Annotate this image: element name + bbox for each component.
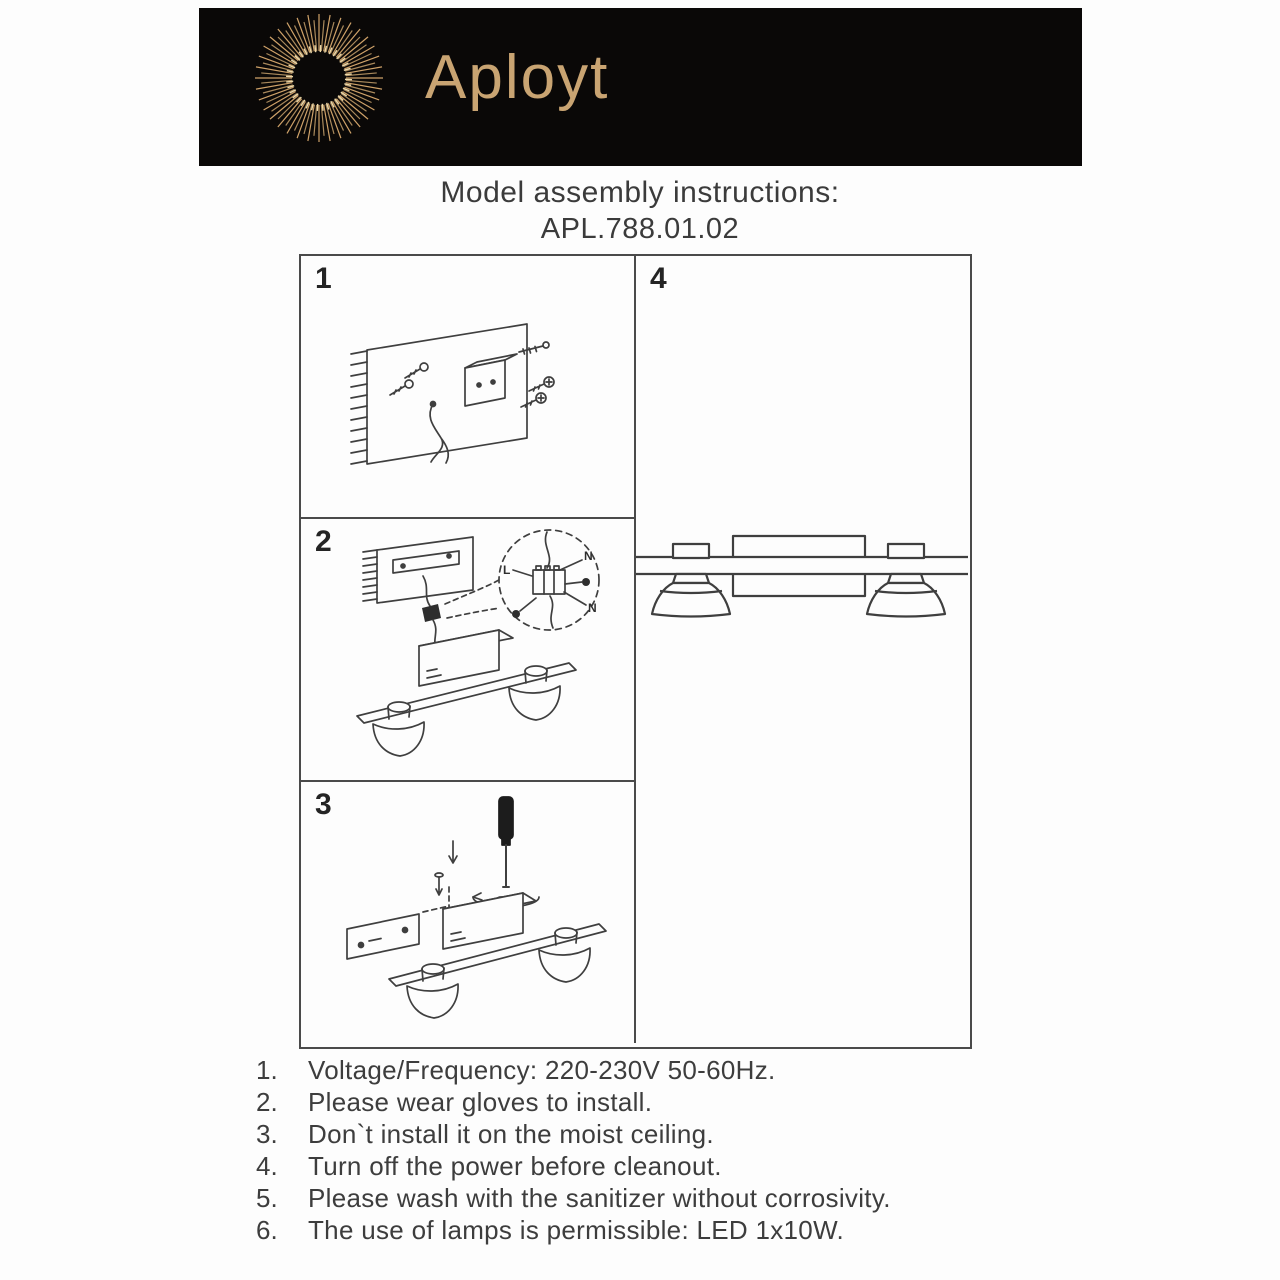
instruction-text: Turn off the power before cleanout. — [308, 1151, 722, 1181]
instruction-item — [256, 1150, 996, 1182]
instruction-item — [256, 1086, 996, 1118]
sunburst-logo-icon — [251, 10, 387, 146]
step-4-illustration — [636, 258, 968, 1045]
lamp-left — [652, 544, 730, 617]
brand-banner — [199, 8, 1082, 166]
instruction-item — [256, 1054, 996, 1086]
instruction-number: 5. — [256, 1183, 278, 1213]
step-2-illustration — [303, 520, 636, 778]
step-3-illustration — [303, 783, 636, 1043]
instruction-text: Don`t install it on the moist ceiling. — [308, 1119, 714, 1149]
page-title: Model assembly instructions: — [440, 176, 840, 209]
instruction-number: 3. — [256, 1119, 278, 1149]
instruction-item — [256, 1182, 996, 1214]
instruction-text: Please wash with the sanitizer without corrosivity. — [308, 1183, 891, 1213]
instruction-number: 6. — [256, 1215, 278, 1245]
instruction-text: Please wear gloves to install. — [308, 1087, 653, 1117]
instruction-text: Voltage/Frequency: 220-230V 50-60Hz. — [308, 1055, 776, 1085]
brand-name: Aployt — [425, 43, 610, 112]
step-3-number: 3 — [315, 788, 332, 821]
corner-rays-icon — [652, 8, 1082, 166]
wire-label-neutral-top: N — [584, 549, 593, 563]
model-number: APL.788.01.02 — [540, 213, 740, 245]
step-4-number: 4 — [650, 262, 667, 295]
instruction-item — [256, 1118, 996, 1150]
lamp-right — [867, 544, 945, 617]
assembly-steps-grid — [299, 254, 972, 1049]
grid-divider-horizontal-1 — [301, 517, 636, 519]
wire-label-live: L — [503, 563, 511, 577]
instruction-number: 4. — [256, 1151, 278, 1181]
instruction-list — [256, 1054, 996, 1246]
instruction-item — [256, 1214, 996, 1246]
step-2-number: 2 — [315, 525, 332, 558]
instruction-number: 2. — [256, 1087, 278, 1117]
step-1-number: 1 — [315, 262, 332, 295]
grid-divider-horizontal-2 — [301, 780, 636, 782]
wire-label-neutral-bottom: N — [588, 601, 597, 615]
step-1-illustration — [303, 258, 636, 517]
instruction-number: 1. — [256, 1055, 278, 1085]
instruction-text: The use of lamps is permissible: LED 1x10W. — [308, 1215, 844, 1245]
